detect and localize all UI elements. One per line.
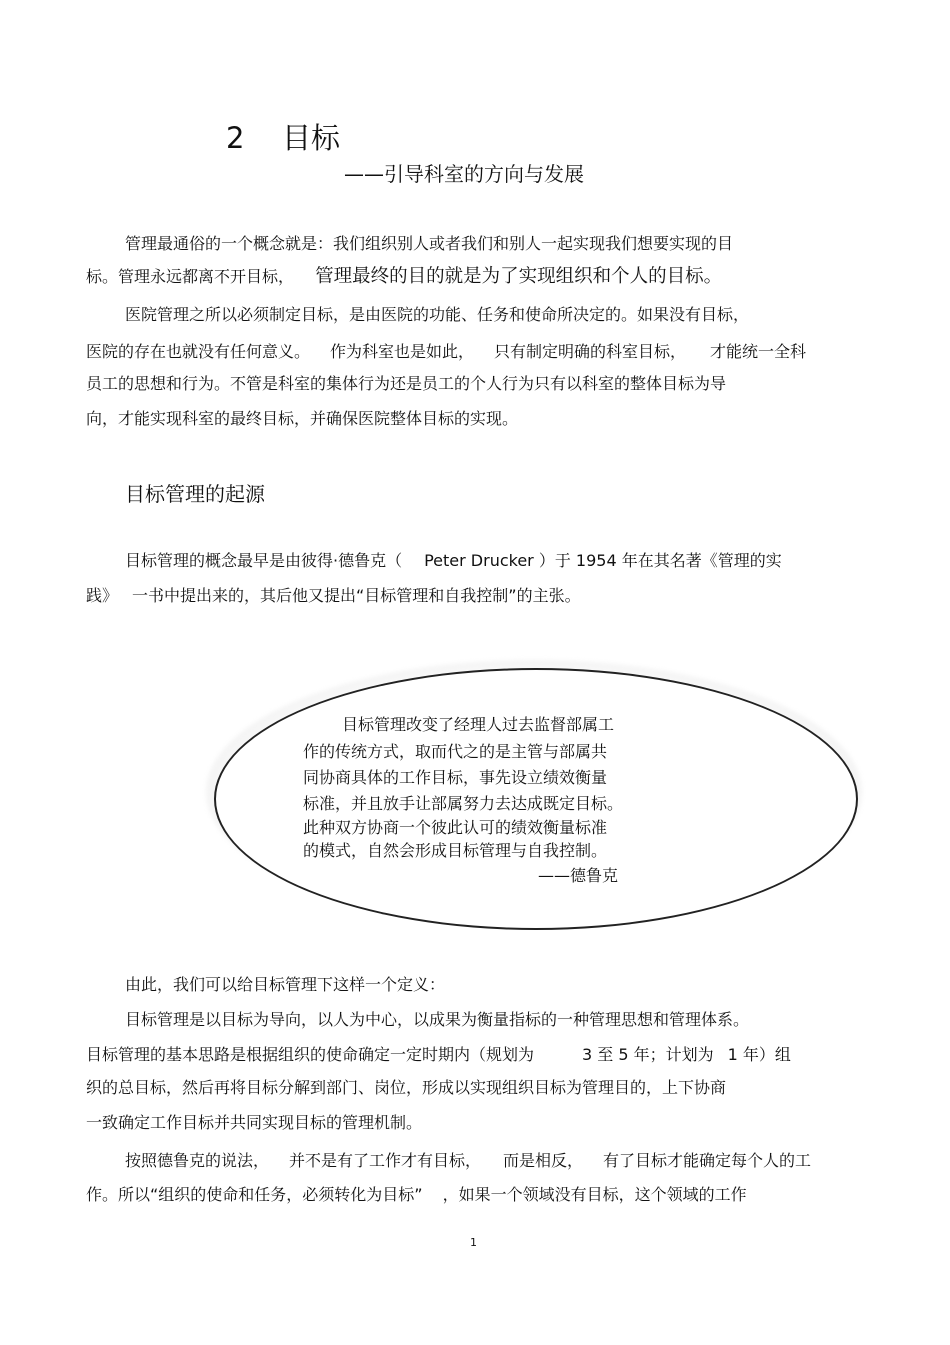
definition-line-3 bbox=[86, 1045, 791, 1065]
quote-line-4: 标准，并且放手让部属努力去达成既定目标。 bbox=[303, 794, 624, 813]
drucker-line-2a: 作。所以“组织的使命和任务，必须转化为目标” bbox=[86, 1185, 423, 1204]
quote-line-3: 同协商具体的工作目标，事先设立绩效衡量 bbox=[303, 768, 608, 787]
drucker-line-2 bbox=[86, 1185, 747, 1205]
section-heading: 目标管理的起源 bbox=[125, 482, 265, 506]
drucker-line-1b: 并不是有了工作才有目标， bbox=[289, 1151, 482, 1170]
drucker-line-1a: 按照德鲁克的说法， bbox=[125, 1151, 270, 1170]
drucker-line-1d: 有了目标才能确定每个人的工 bbox=[603, 1151, 812, 1170]
intro-p2-line-2a: 医院的存在也就没有任何意义。 bbox=[86, 342, 311, 361]
drucker-line-1c: 而是相反， bbox=[503, 1151, 584, 1170]
definition-line-1: 由此，我们可以给目标管理下这样一个定义： bbox=[125, 975, 446, 994]
chapter-subtitle: ——引导科室的方向与发展 bbox=[344, 162, 584, 186]
definition-line-2: 目标管理是以目标为导向，以人为中心，以成果为衡量指标的一种管理思想和管理体系。 bbox=[125, 1010, 750, 1029]
definition-line-3a: 目标管理的基本思路是根据组织的使命确定一定时期内（规划为 bbox=[86, 1045, 535, 1064]
intro-p2-line-2d: 才能统一全科 bbox=[710, 342, 807, 361]
quote-attribution: ——德鲁克 bbox=[538, 866, 619, 885]
intro-line-2b: 管理最终的目的就是为了实现组织和个人的目标。 bbox=[315, 266, 723, 287]
chapter-title-text: 目标 bbox=[282, 121, 341, 155]
intro-line-1: 管理最通俗的一个概念就是：我们组织别人或者我们和别人一起实现我们想要实现的目 bbox=[125, 234, 734, 253]
origin-line-1 bbox=[125, 551, 782, 571]
quote-line-6: 的模式，自然会形成目标管理与自我控制。 bbox=[303, 841, 608, 860]
page-number: 1 bbox=[470, 1236, 477, 1249]
intro-p2-line-2b: 作为科室也是如此， bbox=[330, 342, 475, 361]
intro-p2-line-2 bbox=[86, 342, 806, 362]
origin-line-1b: Peter Drucker ）于 1954 年在其名著《管理的实 bbox=[424, 551, 782, 570]
quote-line-1: 目标管理改变了经理人过去监督部属工 bbox=[342, 715, 615, 734]
definition-line-4: 织的总目标，然后再将目标分解到部门、岗位，形成以实现组织目标为管理目的，上下协商 bbox=[86, 1078, 727, 1097]
origin-line-1a: 目标管理的概念最早是由彼得·德鲁克（ bbox=[125, 551, 403, 570]
quote-line-5: 此种双方协商一个彼此认可的绩效衡量标准 bbox=[303, 818, 608, 837]
definition-line-3c: 1 年）组 bbox=[727, 1045, 791, 1064]
intro-p2-line-3: 员工的思想和行为。不管是科室的集体行为还是员工的个人行为只有以科室的整体目标为导 bbox=[86, 374, 727, 393]
origin-line-2a: 践》 bbox=[86, 586, 119, 605]
drucker-line-1 bbox=[125, 1151, 811, 1171]
definition-line-3b: 3 至 5 年；计划为 bbox=[582, 1045, 714, 1064]
intro-p2-line-2c: 只有制定明确的科室目标， bbox=[494, 342, 687, 361]
intro-p2-line-4: 向，才能实现科室的最终目标，并确保医院整体目标的实现。 bbox=[86, 409, 519, 428]
definition-line-5: 一致确定工作目标并共同实现目标的管理机制。 bbox=[86, 1113, 423, 1132]
intro-p2-line-1: 医院管理之所以必须制定目标，是由医院的功能、任务和使命所决定的。如果没有目标， bbox=[125, 305, 750, 324]
chapter-number: 2 bbox=[226, 121, 245, 155]
drucker-line-2b: ，如果一个领域没有目标，这个领域的工作 bbox=[442, 1185, 747, 1204]
quote-line-2: 作的传统方式，取而代之的是主管与部属共 bbox=[303, 742, 608, 761]
chapter-title bbox=[226, 116, 340, 157]
origin-line-2 bbox=[86, 586, 581, 606]
origin-line-2b: 一书中提出来的，其后他又提出“目标管理和自我控制”的主张。 bbox=[132, 586, 581, 605]
intro-line-2a: 标。管理永远都离不开目标， bbox=[86, 267, 295, 286]
intro-line-2 bbox=[86, 267, 722, 287]
